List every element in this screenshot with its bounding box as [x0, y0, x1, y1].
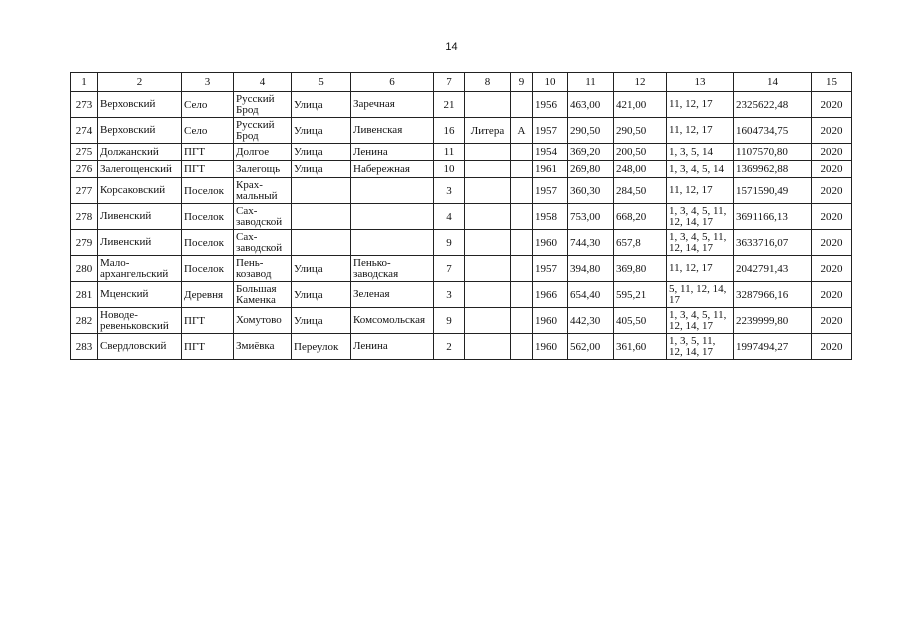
table-cell: [511, 204, 533, 230]
table-cell: 1957: [533, 118, 568, 144]
table-cell: 284,50: [614, 178, 667, 204]
table-cell: 290,50: [568, 118, 614, 144]
table-cell: Деревня: [182, 282, 234, 308]
table-cell: 2020: [812, 204, 852, 230]
table-cell: 2020: [812, 144, 852, 161]
table-cell: Русский Брод: [234, 92, 292, 118]
table-cell: Ленина: [351, 334, 434, 360]
table-cell: Змиёвка: [234, 334, 292, 360]
column-header: 5: [292, 73, 351, 92]
table-cell: [465, 282, 511, 308]
table-cell: 744,30: [568, 230, 614, 256]
table-cell: Улица: [292, 118, 351, 144]
table-cell: Пенько-заводская: [351, 256, 434, 282]
column-header: 6: [351, 73, 434, 92]
table-row: [71, 204, 852, 230]
column-header: 15: [812, 73, 852, 92]
table-cell: 11, 12, 17: [667, 92, 734, 118]
table-cell: 16: [434, 118, 465, 144]
table-cell: 2: [434, 334, 465, 360]
table-cell: 7: [434, 256, 465, 282]
table-cell: 3: [434, 282, 465, 308]
table-cell: 2042791,43: [734, 256, 812, 282]
table-cell: Верховский: [98, 118, 182, 144]
table-cell: 2239999,80: [734, 308, 812, 334]
table-cell: [511, 282, 533, 308]
table-cell: 654,40: [568, 282, 614, 308]
table-cell: 276: [71, 161, 98, 178]
table-cell: 1, 3, 5, 11, 12, 14, 17: [667, 334, 734, 360]
table-cell: Поселок: [182, 204, 234, 230]
table-cell: Новоде-ревеньковский: [98, 308, 182, 334]
table-cell: 3: [434, 178, 465, 204]
table-cell: 248,00: [614, 161, 667, 178]
table-cell: Поселок: [182, 178, 234, 204]
table-cell: Улица: [292, 92, 351, 118]
table-cell: 657,8: [614, 230, 667, 256]
table-cell: [351, 204, 434, 230]
table-cell: [292, 178, 351, 204]
table-cell: Долгое: [234, 144, 292, 161]
table-cell: 753,00: [568, 204, 614, 230]
table-cell: Ливенский: [98, 204, 182, 230]
table-cell: 369,80: [614, 256, 667, 282]
table-cell: 1960: [533, 334, 568, 360]
table-cell: 269,80: [568, 161, 614, 178]
table-cell: Должанский: [98, 144, 182, 161]
table-row: [71, 118, 852, 144]
table-cell: Мало-архангельский: [98, 256, 182, 282]
table-cell: 279: [71, 230, 98, 256]
table-cell: Сах-заводской: [234, 230, 292, 256]
column-header: 14: [734, 73, 812, 92]
table-cell: 274: [71, 118, 98, 144]
table-cell: 1369962,88: [734, 161, 812, 178]
table-cell: Поселок: [182, 230, 234, 256]
table-cell: 2020: [812, 161, 852, 178]
table-cell: 1957: [533, 178, 568, 204]
table-row: [71, 334, 852, 360]
table-cell: [465, 308, 511, 334]
table-cell: 369,20: [568, 144, 614, 161]
table-cell: 463,00: [568, 92, 614, 118]
column-header: 7: [434, 73, 465, 92]
table-cell: Литера: [465, 118, 511, 144]
table-cell: 2020: [812, 118, 852, 144]
column-header: 4: [234, 73, 292, 92]
table-cell: Переулок: [292, 334, 351, 360]
table-cell: 290,50: [614, 118, 667, 144]
table-cell: 3633716,07: [734, 230, 812, 256]
table-cell: 283: [71, 334, 98, 360]
table-cell: [465, 256, 511, 282]
table-cell: 273: [71, 92, 98, 118]
table-cell: 595,21: [614, 282, 667, 308]
column-header: 9: [511, 73, 533, 92]
table-cell: [511, 178, 533, 204]
page-number: 14: [445, 41, 458, 53]
table-row: [71, 92, 852, 118]
table-cell: 1966: [533, 282, 568, 308]
table-cell: Большая Каменка: [234, 282, 292, 308]
table-cell: 1960: [533, 230, 568, 256]
table-cell: 2020: [812, 308, 852, 334]
table-cell: Свердловский: [98, 334, 182, 360]
table-cell: [511, 144, 533, 161]
table-cell: Село: [182, 118, 234, 144]
table-cell: [511, 161, 533, 178]
table-cell: Корсаковский: [98, 178, 182, 204]
table-cell: [465, 334, 511, 360]
table-cell: 394,80: [568, 256, 614, 282]
housing-registry-table: [70, 72, 852, 360]
table-cell: [511, 256, 533, 282]
table-cell: Зеленая: [351, 282, 434, 308]
table-cell: [465, 161, 511, 178]
column-header: 1: [71, 73, 98, 92]
table-cell: 360,30: [568, 178, 614, 204]
table-cell: 1, 3, 4, 5, 11, 12, 14, 17: [667, 204, 734, 230]
table-cell: 442,30: [568, 308, 614, 334]
table-cell: 1604734,75: [734, 118, 812, 144]
table-cell: [511, 230, 533, 256]
table-cell: [351, 178, 434, 204]
table-cell: ПГТ: [182, 161, 234, 178]
table-cell: Улица: [292, 161, 351, 178]
table-cell: 282: [71, 308, 98, 334]
column-header: 8: [465, 73, 511, 92]
table-cell: 1, 3, 4, 5, 14: [667, 161, 734, 178]
column-header: 12: [614, 73, 667, 92]
table-cell: Улица: [292, 282, 351, 308]
column-header: 2: [98, 73, 182, 92]
table-row: [71, 144, 852, 161]
table-cell: 405,50: [614, 308, 667, 334]
table-cell: [292, 204, 351, 230]
table-cell: Набережная: [351, 161, 434, 178]
table-cell: 1, 3, 4, 5, 11, 12, 14, 17: [667, 308, 734, 334]
table-cell: Сах-заводской: [234, 204, 292, 230]
table-cell: Ленина: [351, 144, 434, 161]
table-cell: 11, 12, 17: [667, 178, 734, 204]
table-cell: 668,20: [614, 204, 667, 230]
table-cell: Ливенский: [98, 230, 182, 256]
table-cell: ПГТ: [182, 334, 234, 360]
table-cell: 275: [71, 144, 98, 161]
header-row: [71, 73, 852, 92]
table-row: [71, 282, 852, 308]
table-cell: Улица: [292, 308, 351, 334]
table-cell: Поселок: [182, 256, 234, 282]
table-cell: 277: [71, 178, 98, 204]
table-cell: Крах-мальный: [234, 178, 292, 204]
table-cell: 1, 3, 5, 14: [667, 144, 734, 161]
table-cell: 11: [434, 144, 465, 161]
table-cell: Верховский: [98, 92, 182, 118]
table-cell: 278: [71, 204, 98, 230]
table-row: [71, 308, 852, 334]
table-cell: 2020: [812, 178, 852, 204]
table-cell: 21: [434, 92, 465, 118]
column-header: 13: [667, 73, 734, 92]
table-cell: 280: [71, 256, 98, 282]
table-cell: 2020: [812, 334, 852, 360]
table-cell: 1956: [533, 92, 568, 118]
table-cell: 10: [434, 161, 465, 178]
table-cell: 281: [71, 282, 98, 308]
table-cell: Русский Брод: [234, 118, 292, 144]
table-cell: 421,00: [614, 92, 667, 118]
table-cell: Хомутово: [234, 308, 292, 334]
table-cell: 3691166,13: [734, 204, 812, 230]
table-cell: ПГТ: [182, 144, 234, 161]
table-cell: [511, 334, 533, 360]
table-cell: 2020: [812, 92, 852, 118]
table-cell: 562,00: [568, 334, 614, 360]
table-cell: 11, 12, 17: [667, 256, 734, 282]
table-cell: [465, 178, 511, 204]
table-cell: 9: [434, 308, 465, 334]
table-cell: 2020: [812, 282, 852, 308]
table-cell: [511, 92, 533, 118]
table-cell: 200,50: [614, 144, 667, 161]
table-cell: [511, 308, 533, 334]
table-cell: 1954: [533, 144, 568, 161]
table-cell: 1997494,27: [734, 334, 812, 360]
table-cell: 1, 3, 4, 5, 11, 12, 14, 17: [667, 230, 734, 256]
table-cell: [465, 92, 511, 118]
table-cell: 2020: [812, 256, 852, 282]
column-header: 10: [533, 73, 568, 92]
table-cell: Заречная: [351, 92, 434, 118]
table-row: [71, 256, 852, 282]
table-row: [71, 230, 852, 256]
table-cell: 4: [434, 204, 465, 230]
table-cell: [465, 204, 511, 230]
table-cell: 11, 12, 17: [667, 118, 734, 144]
table-cell: Село: [182, 92, 234, 118]
table-cell: Улица: [292, 144, 351, 161]
table-cell: Залегощь: [234, 161, 292, 178]
table-cell: 1957: [533, 256, 568, 282]
table-cell: Пень-козавод: [234, 256, 292, 282]
table-row: [71, 178, 852, 204]
table-cell: [292, 230, 351, 256]
table-cell: 5, 11, 12, 14, 17: [667, 282, 734, 308]
table-cell: 1960: [533, 308, 568, 334]
table-cell: 1571590,49: [734, 178, 812, 204]
table-cell: 1958: [533, 204, 568, 230]
table-cell: 361,60: [614, 334, 667, 360]
table-cell: А: [511, 118, 533, 144]
table-cell: Залегощенский: [98, 161, 182, 178]
column-header: 3: [182, 73, 234, 92]
table-cell: 2020: [812, 230, 852, 256]
table-cell: Улица: [292, 256, 351, 282]
table-body: [71, 73, 852, 360]
table-row: [71, 161, 852, 178]
table-cell: [465, 144, 511, 161]
table-cell: [351, 230, 434, 256]
table-cell: Мценский: [98, 282, 182, 308]
table-cell: 1107570,80: [734, 144, 812, 161]
table-cell: [465, 230, 511, 256]
table-cell: Комсомольская: [351, 308, 434, 334]
table-cell: 1961: [533, 161, 568, 178]
table-cell: 3287966,16: [734, 282, 812, 308]
column-header: 11: [568, 73, 614, 92]
table-cell: 9: [434, 230, 465, 256]
table-cell: 2325622,48: [734, 92, 812, 118]
table-cell: Ливенская: [351, 118, 434, 144]
table-cell: ПГТ: [182, 308, 234, 334]
